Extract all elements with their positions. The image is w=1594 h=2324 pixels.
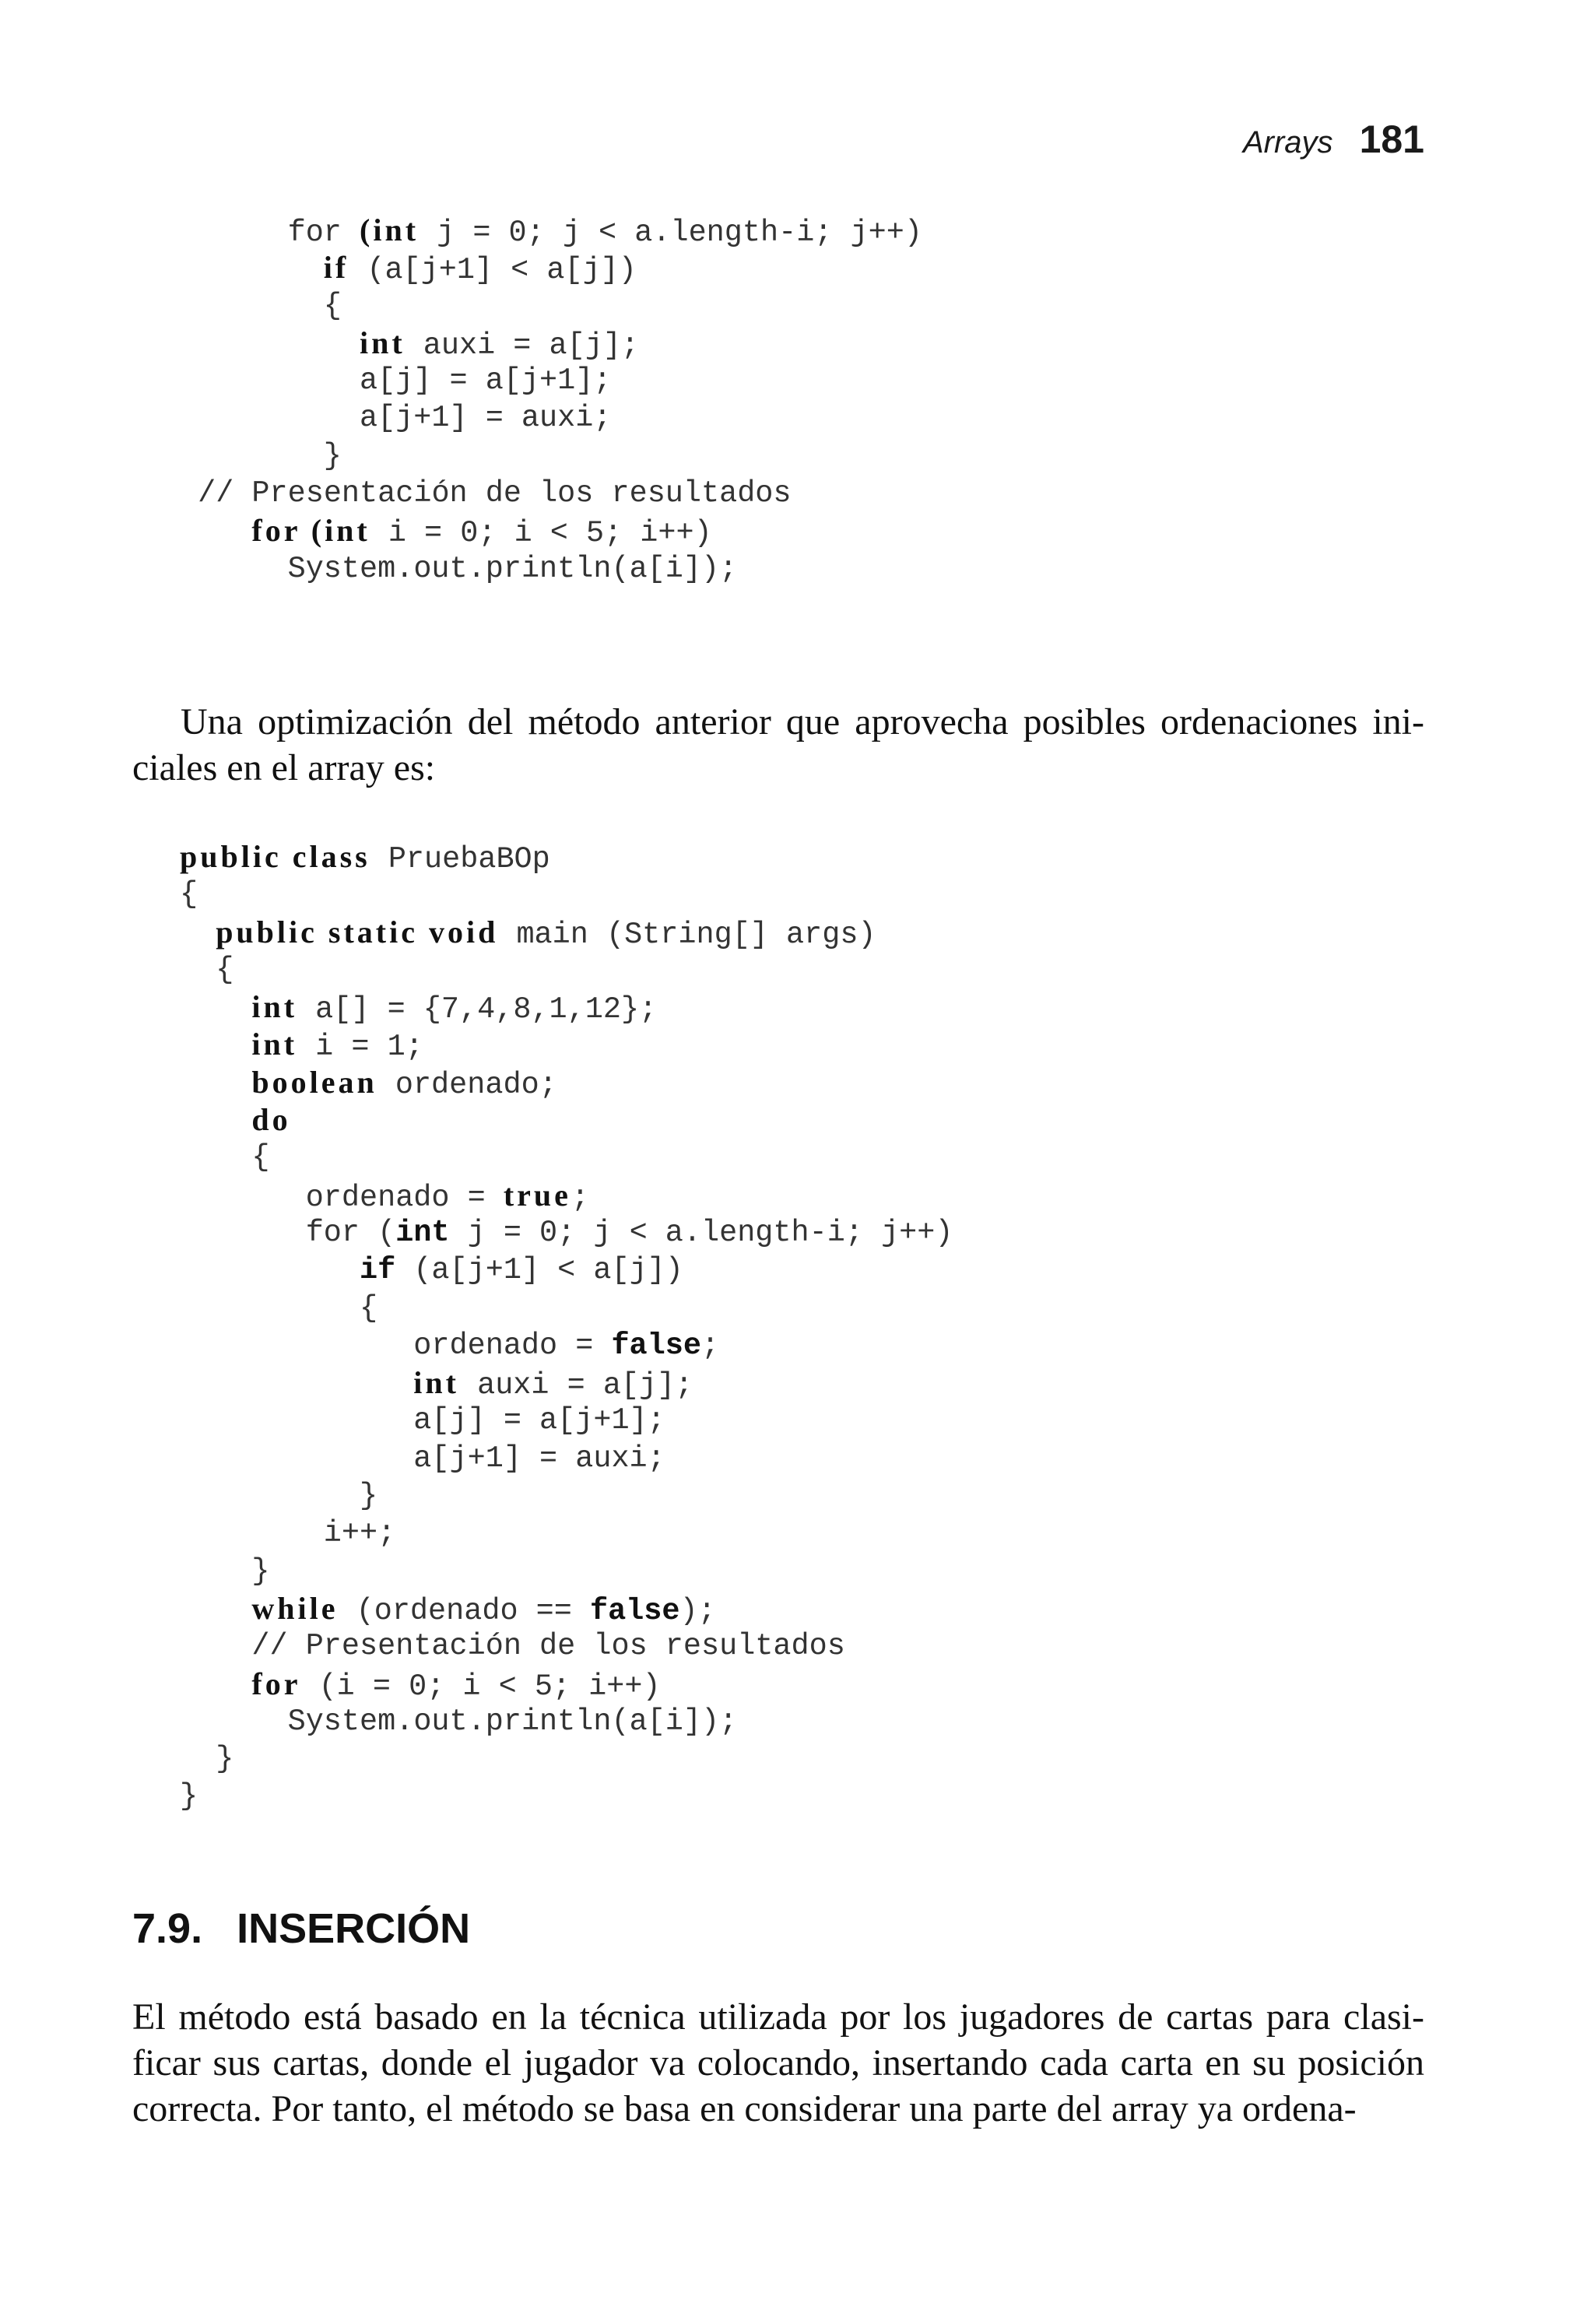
code-text: auxi = a[j];: [405, 328, 640, 363]
code-text: ;: [700, 1328, 720, 1363]
code-line: [0, 1515, 953, 1552]
code-text: a[j+1] = auxi;: [413, 1441, 665, 1476]
code-keyword: (int: [360, 212, 420, 247]
code-keyword: int: [395, 1215, 450, 1250]
code-text: {: [216, 952, 234, 987]
code-text: j = 0; j < a.length-i; j++): [449, 1215, 953, 1250]
running-head: [1243, 117, 1424, 162]
code-line: [0, 1440, 953, 1477]
page-number: 181: [1359, 118, 1424, 161]
code-line: [0, 1477, 953, 1515]
code-text: ordenado =: [305, 1180, 504, 1215]
code-line: [0, 362, 922, 399]
code-keyword: do: [251, 1102, 291, 1138]
code-line: [0, 287, 922, 325]
code-block-bubble-sort: [0, 212, 922, 588]
code-line: [0, 1703, 953, 1740]
code-keyword: true: [503, 1177, 571, 1213]
code-line: [0, 1553, 953, 1590]
code-text: (i = 0; i < 5; i++): [300, 1669, 661, 1704]
text-line: El método está basado en la técnica utilizada por los jugadores de cartas para clasi-: [132, 1996, 1424, 2038]
code-text: i = 0; i < 5; i++): [370, 516, 712, 551]
code-line: [0, 951, 953, 988]
code-text: main (String[] args): [498, 917, 876, 952]
code-line: [0, 1327, 953, 1364]
code-line: [0, 1026, 953, 1063]
code-line: [0, 512, 922, 549]
text-line: correcta. Por tanto, el método se basa en considerar una parte del array ya ordena-: [132, 2088, 1357, 2129]
code-keyword: int: [251, 1027, 298, 1062]
code-line: [0, 325, 922, 362]
code-line: [0, 1177, 953, 1214]
code-line: [0, 1364, 953, 1402]
text-line: Una optimización del método anterior que aprovecha posibles ordenaciones ini-: [181, 701, 1424, 742]
code-text: for: [287, 216, 360, 250]
code-text: {: [251, 1140, 270, 1175]
section-heading: [132, 1904, 470, 1953]
code-text: a[j] = a[j+1];: [413, 1403, 665, 1438]
code-line: [0, 1252, 953, 1289]
code-keyword: for: [251, 1666, 301, 1701]
code-line: [0, 1101, 953, 1139]
paragraph-optimization: [132, 699, 1424, 791]
code-line: [0, 1740, 953, 1778]
code-text: a[] = {7,4,8,1,12};: [297, 992, 658, 1027]
code-keyword: for (int: [251, 513, 370, 549]
code-text: );: [679, 1593, 716, 1628]
code-text: // Presentación de los resultados: [198, 476, 792, 511]
code-line: [0, 988, 953, 1026]
code-keyword: if: [360, 1253, 396, 1288]
code-keyword: if: [323, 250, 349, 286]
code-line: [0, 1214, 953, 1252]
code-keyword: false: [589, 1593, 680, 1628]
code-text: // Presentación de los resultados: [251, 1629, 845, 1664]
code-keyword: boolean: [251, 1064, 377, 1100]
code-text: }: [180, 1779, 198, 1814]
code-line: [0, 1590, 953, 1627]
code-text: {: [360, 1290, 378, 1325]
code-keyword: while: [251, 1590, 339, 1626]
code-text: {: [323, 288, 342, 323]
text-line: ficar sus cartas, donde el jugador va colocando, insertando cada carta en su posición: [132, 2042, 1424, 2084]
code-text: ;: [571, 1180, 590, 1215]
code-line: [0, 1139, 953, 1176]
code-text: i++;: [323, 1516, 396, 1551]
section-number: 7.9.: [132, 1905, 203, 1952]
code-text: j = 0; j < a.length-i; j++): [419, 216, 922, 250]
code-line: [0, 1402, 953, 1439]
code-line: [0, 1666, 953, 1703]
running-title: Arrays: [1242, 125, 1333, 160]
code-text: ordenado;: [377, 1067, 557, 1102]
code-block-prueba-bop: [0, 838, 953, 1816]
paragraph-insertion: [132, 1994, 1424, 2132]
code-line: [0, 475, 922, 512]
code-keyword: int: [251, 989, 298, 1025]
code-keyword: int: [360, 325, 406, 360]
code-text: }: [216, 1742, 234, 1777]
code-text: a[j+1] = auxi;: [360, 401, 612, 436]
code-line: [0, 399, 922, 437]
text-line: ciales en el array es:: [132, 747, 436, 788]
code-line: [0, 1064, 953, 1101]
code-line: [0, 914, 953, 951]
code-text: auxi = a[j];: [458, 1368, 693, 1403]
code-line: [0, 249, 922, 286]
code-text: }: [251, 1553, 270, 1589]
code-text: (a[j+1] < a[j]): [349, 253, 637, 288]
code-line: [0, 1778, 953, 1815]
code-text: System.out.println(a[i]);: [287, 551, 738, 586]
code-line: [0, 1290, 953, 1327]
code-text: }: [323, 438, 342, 473]
code-line: [0, 550, 922, 588]
section-title: INSERCIÓN: [237, 1905, 471, 1952]
code-text: a[j] = a[j+1];: [360, 363, 612, 398]
code-keyword: public static void: [216, 914, 499, 950]
code-keyword: int: [413, 1365, 459, 1401]
code-text: }: [360, 1479, 378, 1514]
code-text: (a[j+1] < a[j]): [395, 1253, 683, 1288]
code-line: [0, 838, 953, 876]
code-line: [0, 1627, 953, 1665]
code-text: i = 1;: [297, 1030, 423, 1065]
code-line: [0, 212, 922, 249]
code-line: [0, 437, 922, 475]
code-text: System.out.println(a[i]);: [287, 1704, 738, 1739]
code-text: PruebaBOp: [370, 842, 550, 876]
code-keyword: public class: [180, 839, 370, 874]
code-keyword: false: [611, 1328, 701, 1363]
code-line: [0, 876, 953, 913]
code-text: (ordenado ==: [338, 1593, 590, 1628]
code-text: ordenado =: [413, 1328, 612, 1363]
code-text: for (: [305, 1215, 396, 1250]
code-text: {: [180, 877, 198, 912]
